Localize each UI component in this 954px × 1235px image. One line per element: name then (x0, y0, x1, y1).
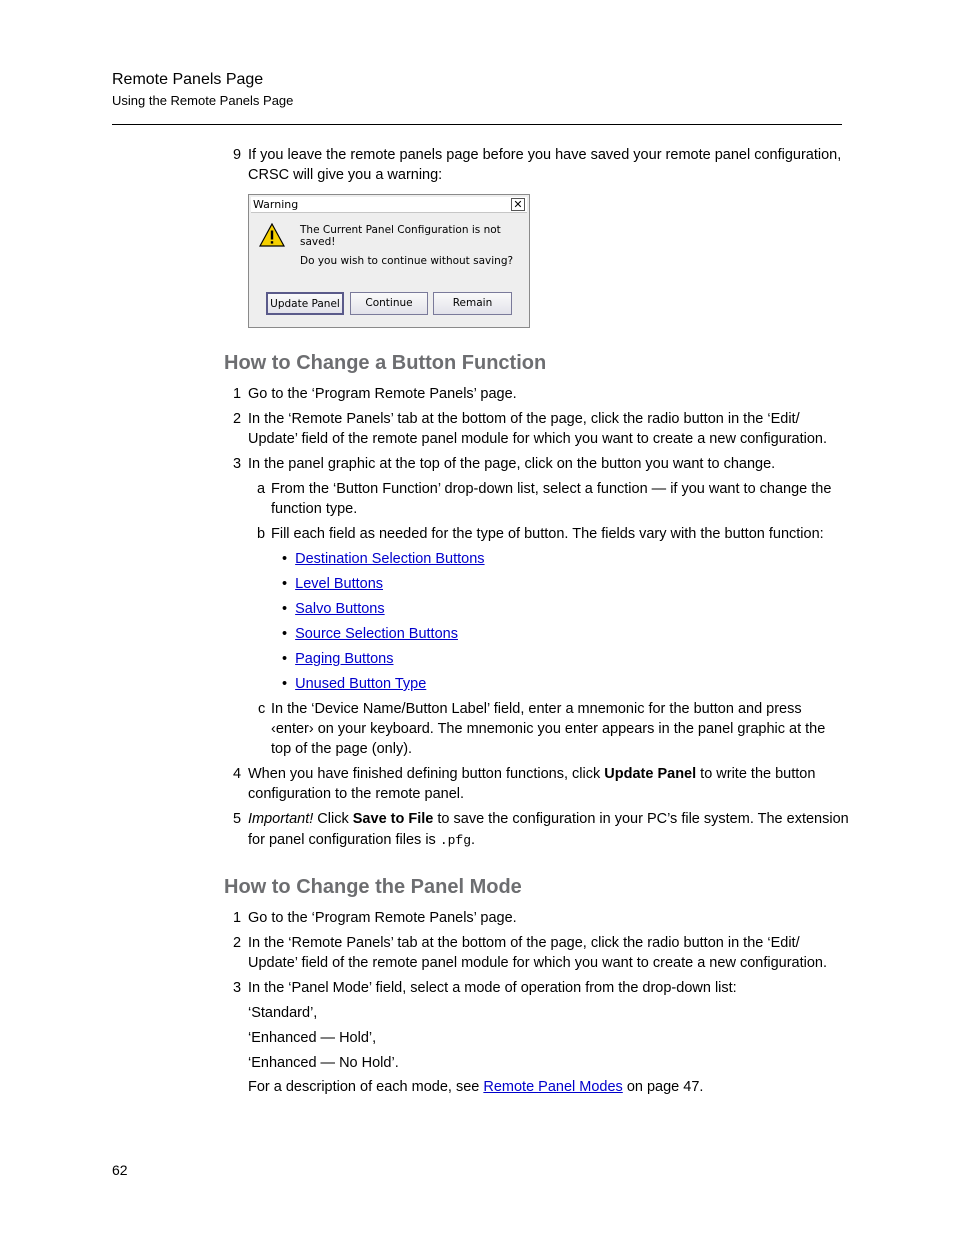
remote-panel-modes-link[interactable]: Remote Panel Modes (483, 1079, 623, 1095)
step-number: 9 (233, 147, 242, 163)
salvo-buttons-link[interactable]: Salvo Buttons (295, 601, 385, 617)
step-number: 4 (233, 766, 242, 782)
substep-letter: c (258, 701, 266, 717)
update-panel-label: Update Panel (604, 766, 697, 782)
step-number: 3 (233, 456, 242, 472)
unused-button-type-link[interactable]: Unused Button Type (295, 676, 427, 692)
step-number: 3 (233, 980, 242, 996)
step-text: When you have finished defining button functions, click Update Panel to write the button (248, 766, 816, 782)
dialog-title: Warning (253, 198, 299, 211)
list-item: • Paging Buttons (282, 651, 394, 667)
file-extension: .pfg (439, 833, 472, 848)
continue-button[interactable]: Continue (350, 292, 428, 315)
header-divider (112, 124, 842, 125)
dialog-titlebar (251, 197, 527, 213)
list-item: • Salvo Buttons (282, 601, 385, 617)
running-header-subtitle: Using the Remote Panels Page (112, 93, 294, 108)
destination-selection-buttons-link[interactable]: Destination Selection Buttons (295, 551, 485, 567)
update-panel-button[interactable]: Update Panel (266, 292, 344, 315)
list-item: • Destination Selection Buttons (282, 551, 485, 567)
section-heading-panel-mode: How to Change the Panel Mode (224, 876, 522, 898)
close-icon[interactable]: ✕ (511, 198, 525, 211)
list-item: • Unused Button Type (282, 676, 427, 692)
warning-dialog (248, 194, 530, 328)
substep-text: ‹enter› on your keyboard. The mnemonic you enter appears in the panel graphic at the (271, 721, 826, 737)
step-number: 1 (233, 386, 242, 402)
mode-option: ‘Enhanced — No Hold’. (248, 1055, 399, 1071)
intro-line-1: If you leave the remote panels page before you have saved your remote panel configuration, (248, 147, 842, 163)
source-selection-buttons-link[interactable]: Source Selection Buttons (295, 626, 458, 642)
substep-letter: b (257, 526, 266, 542)
intro-line-2: CRSC will give you a warning: (248, 167, 443, 183)
step-text: In the panel graphic at the top of the page, click on the button you want to change. (248, 456, 776, 472)
step-text: for panel configuration files is .pfg. (248, 832, 476, 848)
substep-text: From the ‘Button Function’ drop-down list, select a function — if you want to change the (271, 481, 832, 497)
mode-option: ‘Enhanced — Hold’, (248, 1030, 377, 1046)
step-number: 2 (233, 411, 242, 427)
dialog-message-1: The Current Panel Configuration is not saved! (300, 224, 501, 248)
substep-text: Fill each field as needed for the type of button. The fields vary with the button function: (271, 526, 824, 542)
substep-text: function type. (271, 501, 358, 517)
page-number: 62 (112, 1162, 128, 1178)
remain-button[interactable]: Remain (433, 292, 512, 315)
list-item: • Level Buttons (282, 576, 384, 592)
level-buttons-link[interactable]: Level Buttons (295, 576, 384, 592)
substep-letter: a (257, 481, 266, 497)
list-item: • Source Selection Buttons (282, 626, 458, 642)
step-text: In the ‘Remote Panels’ tab at the bottom of the page, click the radio button in the ‘Edit/ (248, 411, 800, 427)
step-text: In the ‘Panel Mode’ field, select a mode of operation from the drop-down list: (248, 980, 737, 996)
step-text: Go to the ‘Program Remote Panels’ page. (248, 910, 517, 926)
step-text: In the ‘Remote Panels’ tab at the bottom of the page, click the radio button in the ‘Edit/ (248, 935, 800, 951)
step-text: Important! Click Save to File to save the configuration in your PC’s file system. The extension (248, 811, 849, 827)
mode-option: ‘Standard’, (248, 1005, 318, 1021)
step-text: configuration to the remote panel. (248, 786, 465, 802)
save-to-file-label: Save to File (352, 811, 434, 827)
warning-icon (259, 223, 285, 247)
step-text: Update’ field of the remote panel module for which you want to create a new configuration. (248, 431, 827, 447)
step-text: Go to the ‘Program Remote Panels’ page. (248, 386, 517, 402)
substep-text: In the ‘Device Name/Button Label’ field, enter a mnemonic for the button and press (271, 701, 802, 717)
step-number: 5 (233, 811, 242, 827)
substep-text: top of the page (only). (271, 741, 413, 757)
step-number: 2 (233, 935, 242, 951)
step-number: 1 (233, 910, 242, 926)
paging-buttons-link[interactable]: Paging Buttons (295, 651, 394, 667)
cross-reference: For a description of each mode, see Remote Panel Modes on page 47. (248, 1079, 704, 1095)
step-text: Update’ field of the remote panel module for which you want to create a new configuration. (248, 955, 827, 971)
dialog-message-2: Do you wish to continue without saving? (300, 255, 514, 267)
running-header-title: Remote Panels Page (112, 71, 264, 88)
section-heading-button-function: How to Change a Button Function (224, 352, 547, 374)
